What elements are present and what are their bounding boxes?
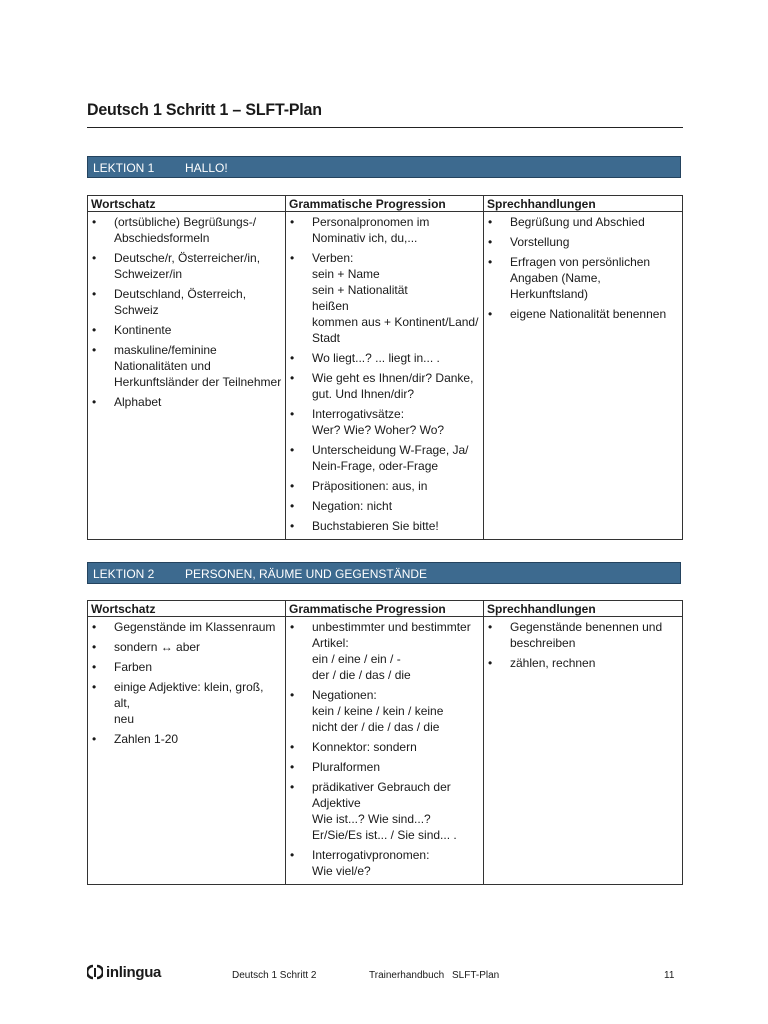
footer-plan: SLFT-Plan	[452, 970, 500, 981]
lesson-2-header	[87, 562, 681, 584]
list-item: • unbestimmter und bestimmter Artikel: ein / eine / ein / - der / die / das / die	[286, 619, 480, 683]
list-item: • Erfragen von persönlichen Angaben (Name, Herkunftsland)	[484, 254, 679, 302]
title-rule	[87, 127, 683, 128]
wortschatz-list	[88, 214, 282, 410]
table-header-row	[88, 601, 683, 617]
list-item: • maskuline/feminine Nationalitäten und Herkunftsländer der Teilnehmer	[88, 342, 282, 390]
list-item: • Buchstabieren Sie bitte!	[286, 518, 480, 534]
list-item: • Kontinente	[88, 322, 282, 338]
list-item: • prädikativer Gebrauch der Adjektive Wie ist...? Wie sind...? Er/Sie/Es ist... / Sie sind... .	[286, 779, 480, 843]
list-item: • Präpositionen: aus, in	[286, 478, 480, 494]
list-item: • sondern ↔ aber	[88, 639, 282, 655]
column-header-grammatik: Grammatische Progression	[286, 601, 484, 617]
table-row	[88, 617, 683, 885]
page-number: 11	[664, 970, 675, 981]
grammatik-cell	[286, 212, 484, 540]
column-header-sprechhandlungen: Sprechhandlungen	[484, 196, 683, 212]
list-item: • Wie geht es Ihnen/dir? Danke, gut. Und Ihnen/dir?	[286, 370, 480, 402]
list-item: • zählen, rechnen	[484, 655, 679, 671]
column-header-wortschatz: Wortschatz	[88, 196, 286, 212]
sprechhandlungen-cell	[484, 617, 683, 885]
lesson-2-table	[87, 600, 683, 885]
list-item: • Farben	[88, 659, 282, 675]
table-row	[88, 212, 683, 540]
inlingua-logo-icon	[87, 964, 103, 980]
list-item: • Negation: nicht	[286, 498, 480, 514]
grammatik-cell	[286, 617, 484, 885]
wortschatz-cell	[88, 617, 286, 885]
list-item: • einige Adjektive: klein, groß, alt, neu	[88, 679, 282, 727]
sprechhandlungen-cell	[484, 212, 683, 540]
list-item: • Gegenstände im Klassenraum	[88, 619, 282, 635]
lesson-2-number: LEKTION 2	[93, 567, 155, 581]
wortschatz-list	[88, 619, 282, 747]
list-item: • Alphabet	[88, 394, 282, 410]
table-header-row	[88, 196, 683, 212]
list-item: • Begrüßung und Abschied	[484, 214, 679, 230]
sprechhandlungen-list	[484, 214, 679, 322]
list-item: • Negationen: kein / keine / kein / keine nicht der / die / das / die	[286, 687, 480, 735]
list-item: • Vorstellung	[484, 234, 679, 250]
list-item: • Wo liegt...? ... liegt in... .	[286, 350, 480, 366]
column-header-wortschatz: Wortschatz	[88, 601, 286, 617]
page-footer	[0, 962, 768, 986]
list-item: • Verben: sein + Name sein + Nationalität heißen kommen aus + Kontinent/Land/ Stadt	[286, 250, 480, 346]
list-item: • Pluralformen	[286, 759, 480, 775]
list-item: • Personalpronomen im Nominativ ich, du,...	[286, 214, 480, 246]
list-item: • Deutschland, Österreich, Schweiz	[88, 286, 282, 318]
wortschatz-cell	[88, 212, 286, 540]
page-title: Deutsch 1 Schritt 1 – SLFT-Plan	[87, 100, 322, 119]
lesson-1-header	[87, 156, 681, 178]
lesson-2-name: PERSONEN, RÄUME UND GEGENSTÄNDE	[185, 567, 428, 581]
list-item: • Konnektor: sondern	[286, 739, 480, 755]
footer-book: Deutsch 1 Schritt 2	[232, 970, 317, 981]
list-item: • Gegenstände benennen und beschreiben	[484, 619, 679, 651]
column-header-grammatik: Grammatische Progression	[286, 196, 484, 212]
list-item: • (ortsübliche) Begrüßungs-/ Abschiedsformeln	[88, 214, 282, 246]
grammatik-list	[286, 214, 480, 534]
footer-handbook: Trainerhandbuch	[369, 970, 445, 981]
lesson-1-name: HALLO!	[185, 161, 228, 175]
list-item: • eigene Nationalität benennen	[484, 306, 679, 322]
column-header-sprechhandlungen: Sprechhandlungen	[484, 601, 683, 617]
grammatik-list	[286, 619, 480, 879]
sprechhandlungen-list	[484, 619, 679, 671]
list-item: • Unterscheidung W-Frage, Ja/ Nein-Frage, oder-Frage	[286, 442, 480, 474]
list-item: • Interrogativpronomen: Wie viel/e?	[286, 847, 480, 879]
list-item: • Zahlen 1-20	[88, 731, 282, 747]
list-item: • Deutsche/r, Österreicher/in, Schweizer/in	[88, 250, 282, 282]
list-item: • Interrogativsätze: Wer? Wie? Woher? Wo?	[286, 406, 480, 438]
lesson-1-table	[87, 195, 683, 540]
lesson-1-number: LEKTION 1	[93, 161, 155, 175]
logo-text: inlingua	[106, 963, 162, 981]
inlingua-logo	[87, 962, 161, 982]
